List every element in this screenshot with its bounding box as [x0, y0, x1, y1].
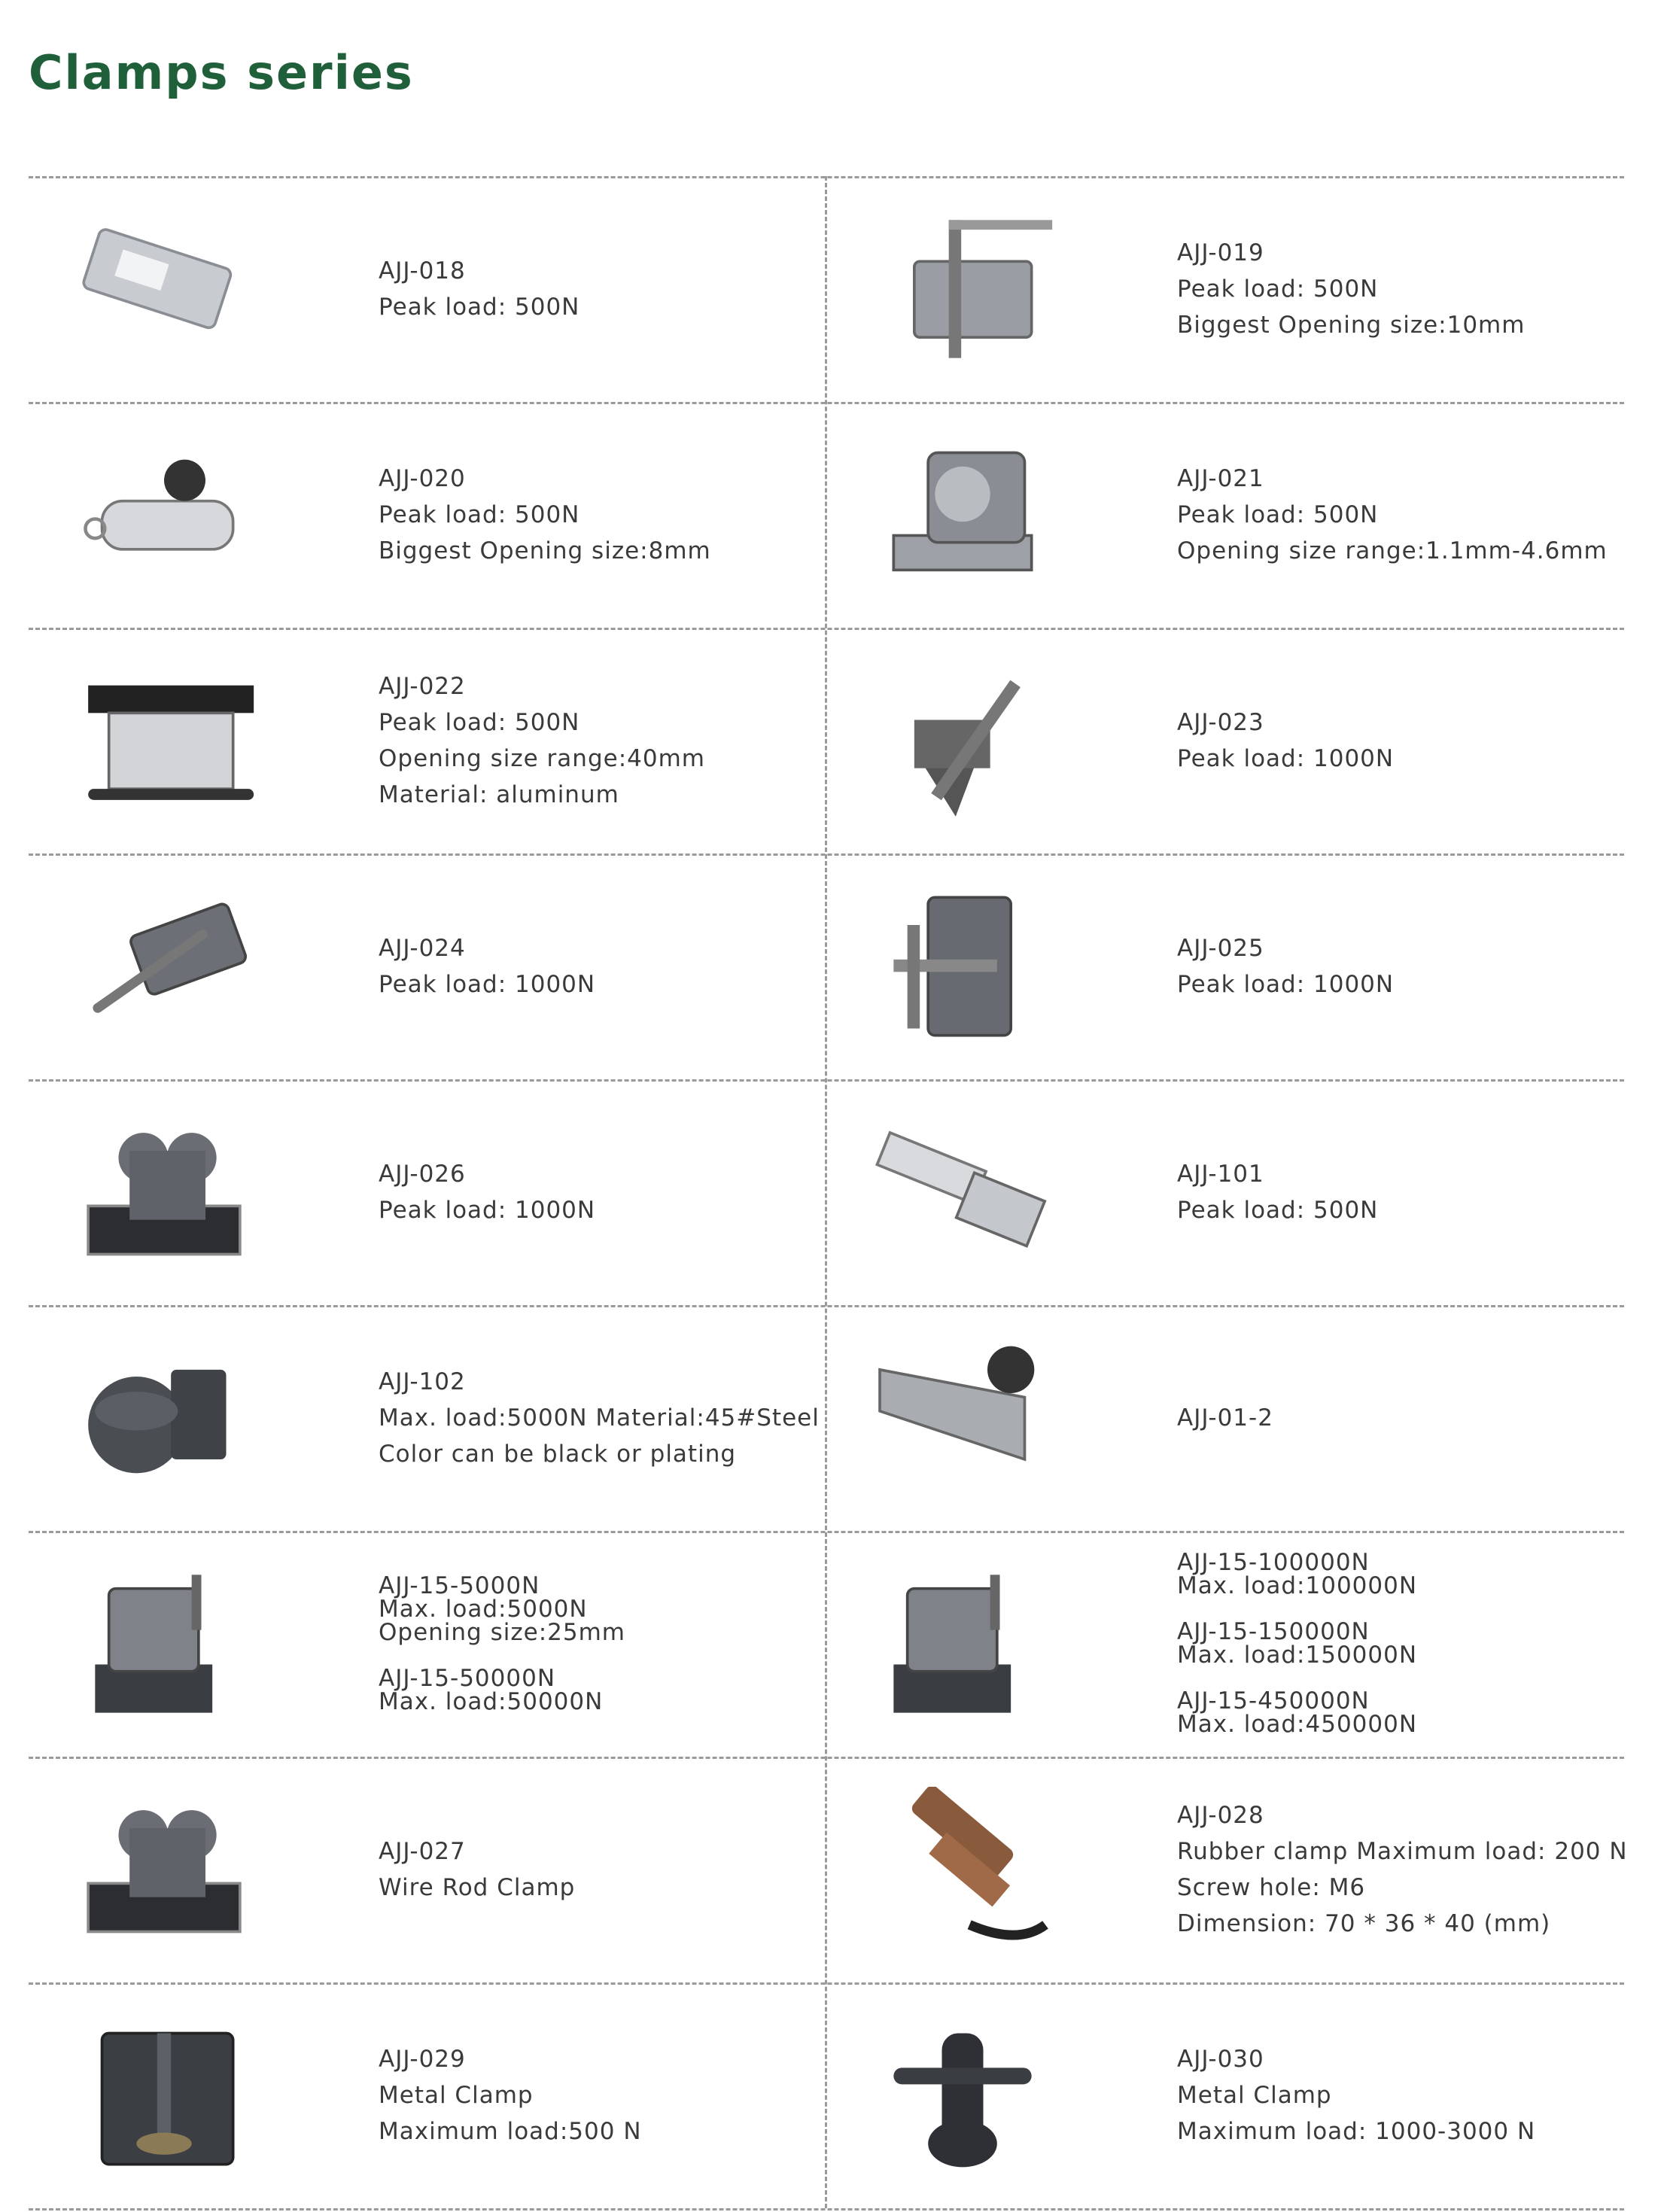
clamp-image — [59, 1561, 269, 1727]
product-spec: Peak load: 1000N — [1177, 745, 1395, 772]
product-spec: Max. load:450000N — [1177, 1711, 1418, 1738]
group-spacer — [1177, 1598, 1614, 1620]
product-spec: Wire Rod Clamp — [379, 1874, 576, 1901]
product-spec: Color can be black or plating — [379, 1441, 737, 1468]
product-spec: Biggest Opening size:10mm — [1177, 312, 1526, 339]
product-cell — [827, 176, 1624, 402]
product-text — [379, 1757, 815, 1982]
product-spec: Max. load:50000N — [379, 1687, 604, 1715]
product-code: AJJ-101 — [1177, 1161, 1264, 1188]
product-code: AJJ-019 — [1177, 239, 1264, 266]
product-spec: Peak load: 1000N — [379, 971, 596, 998]
clamp-image — [857, 432, 1068, 598]
product-text — [1177, 1305, 1614, 1531]
clamp-image — [857, 1335, 1068, 1501]
product-text — [1177, 1757, 1628, 1982]
clamp-image — [59, 1787, 269, 1952]
product-code: AJJ-102 — [379, 1368, 466, 1395]
group-spacer — [1177, 1667, 1614, 1690]
product-cell — [827, 628, 1624, 853]
product-cell — [29, 1982, 825, 2208]
product-cell — [29, 1305, 825, 1531]
product-cell — [29, 1079, 825, 1305]
product-code: AJJ-028 — [1177, 1802, 1264, 1829]
clamp-image — [857, 1561, 1068, 1727]
product-text — [1177, 176, 1614, 402]
product-code: AJJ-018 — [379, 257, 466, 284]
product-cell — [29, 402, 825, 628]
product-text — [1177, 628, 1614, 853]
product-cell — [827, 1305, 1624, 1531]
product-code: AJJ-024 — [379, 935, 466, 962]
product-spec: Peak load: 500N — [1177, 275, 1379, 303]
clamp-image — [857, 206, 1068, 372]
product-spec: Maximum load:500 N — [379, 2118, 642, 2145]
product-spec: Biggest Opening size:8mm — [379, 537, 711, 564]
product-cell — [29, 1757, 825, 1982]
row-divider — [29, 2208, 1624, 2210]
product-code: AJJ-15-450000N — [1177, 1687, 1370, 1715]
clamp-image — [59, 2013, 269, 2178]
product-text — [1177, 402, 1614, 628]
product-code: AJJ-029 — [379, 2046, 466, 2073]
clamp-image — [59, 1109, 269, 1275]
product-spec: Screw hole: M6 — [1177, 1874, 1366, 1901]
product-code: AJJ-025 — [1177, 935, 1264, 962]
product-text — [379, 1079, 815, 1305]
product-spec: Peak load: 500N — [379, 709, 580, 736]
product-spec: Peak load: 500N — [1177, 1197, 1379, 1224]
product-code: AJJ-15-150000N — [1177, 1618, 1370, 1645]
product-text — [379, 1305, 820, 1531]
product-spec: Max. load:5000N — [379, 1595, 588, 1623]
product-spec: Material: aluminum — [379, 781, 619, 808]
product-text — [1177, 1982, 1614, 2208]
product-cell — [29, 176, 825, 402]
product-code: AJJ-15-100000N — [1177, 1549, 1370, 1576]
product-text — [379, 176, 815, 402]
clamp-image — [59, 658, 269, 823]
product-cell — [29, 853, 825, 1079]
clamp-image — [59, 206, 269, 372]
clamp-image — [59, 884, 269, 1049]
product-text — [379, 1531, 815, 1757]
product-code: AJJ-030 — [1177, 2046, 1264, 2073]
product-spec: Opening size:25mm — [379, 1618, 625, 1646]
product-spec: Max. load:5000N Material:45#Steel — [379, 1404, 820, 1432]
product-cell — [827, 1531, 1624, 1757]
product-code: AJJ-027 — [379, 1838, 466, 1865]
clamp-image — [59, 432, 269, 598]
product-spec: Maximum load: 1000-3000 N — [1177, 2118, 1536, 2145]
product-code: AJJ-023 — [1177, 709, 1264, 736]
product-cell — [827, 402, 1624, 628]
product-code: AJJ-022 — [379, 673, 466, 700]
group-spacer — [379, 1645, 815, 1667]
product-spec: Metal Clamp — [379, 2082, 534, 2109]
clamp-image — [857, 1109, 1068, 1275]
product-cell — [827, 853, 1624, 1079]
product-text — [379, 628, 815, 853]
product-code: AJJ-15-5000N — [379, 1572, 540, 1599]
product-code: AJJ-021 — [1177, 465, 1264, 492]
product-spec: Rubber clamp Maximum load: 200 N — [1177, 1838, 1628, 1865]
product-spec: Opening size range:40mm — [379, 745, 705, 772]
product-code: AJJ-15-50000N — [379, 1664, 556, 1692]
product-text — [379, 402, 815, 628]
product-spec: Peak load: 500N — [379, 501, 580, 528]
product-spec: Peak load: 500N — [1177, 501, 1379, 528]
clamp-image — [59, 1335, 269, 1501]
product-text — [1177, 1531, 1614, 1757]
product-text — [379, 1982, 815, 2208]
product-spec: Max. load:150000N — [1177, 1642, 1418, 1669]
product-code: AJJ-026 — [379, 1161, 466, 1188]
clamp-image — [857, 658, 1068, 823]
clamp-image — [857, 1787, 1068, 1952]
product-text — [379, 853, 815, 1079]
product-spec: Metal Clamp — [1177, 2082, 1332, 2109]
product-spec: Peak load: 1000N — [379, 1197, 596, 1224]
product-cell — [827, 1079, 1624, 1305]
product-spec: Peak load: 500N — [379, 294, 580, 321]
product-cell — [29, 628, 825, 853]
clamp-image — [857, 2013, 1068, 2178]
product-spec: Dimension: 70 * 36 * 40 (mm) — [1177, 1910, 1551, 1937]
product-spec: Max. load:100000N — [1177, 1572, 1418, 1599]
product-code: AJJ-01-2 — [1177, 1404, 1273, 1432]
product-spec: Opening size range:1.1mm-4.6mm — [1177, 537, 1608, 564]
product-text — [1177, 1079, 1614, 1305]
product-cell — [827, 1757, 1628, 1982]
product-spec: Peak load: 1000N — [1177, 971, 1395, 998]
page-title: Clamps series — [29, 45, 414, 100]
product-cell — [827, 1982, 1624, 2208]
product-text — [1177, 853, 1614, 1079]
product-cell — [29, 1531, 825, 1757]
clamp-image — [857, 884, 1068, 1049]
product-code: AJJ-020 — [379, 465, 466, 492]
